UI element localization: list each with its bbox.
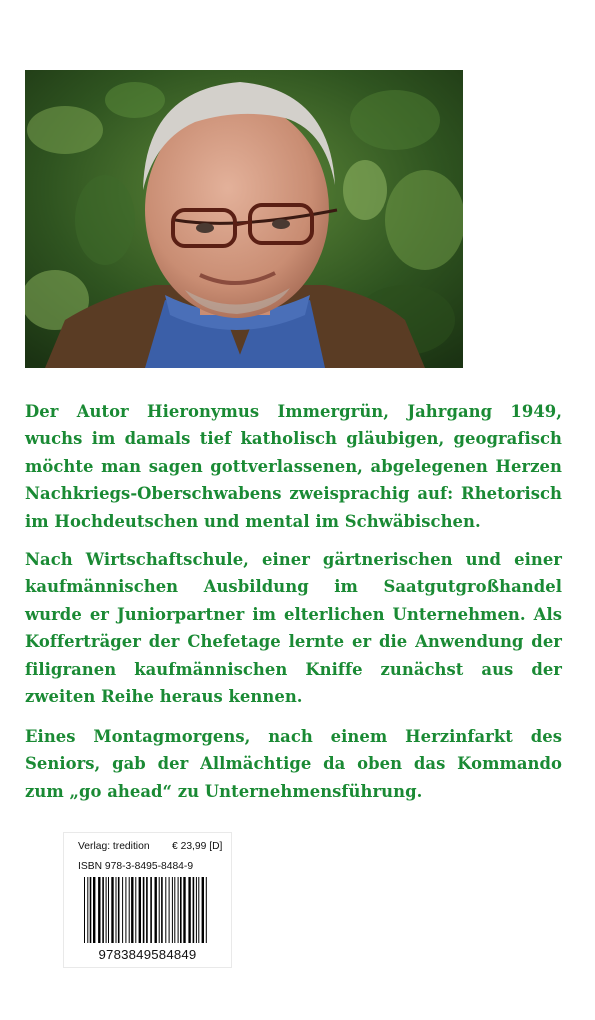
barcode-number: 9783849584849 — [98, 947, 197, 962]
barcode-bar — [198, 877, 199, 943]
barcode-bar — [87, 877, 88, 943]
author-bio-paragraph-1: Der Autor Hieronymus Immergrün, Jahrgang 1949, wuchs im damals tief katholisch gläubigen, geografisch möchte man sagen gottverlassenen, abgelegenen Herzen Nachkriegs-Oberschwabens zweisprachig auf: Rhetorisch im Hochdeutschen und mental im Schwäbischen. — [25, 402, 562, 531]
barcode-bar — [165, 877, 166, 943]
barcode-bar — [143, 877, 145, 943]
barcode-bar — [139, 877, 141, 943]
barcode-bar — [125, 877, 126, 943]
barcode-bar — [183, 877, 185, 943]
barcode-bar — [116, 877, 117, 943]
barcode-bar — [193, 877, 195, 943]
barcode-label — [63, 832, 232, 968]
barcode-bar — [106, 877, 107, 943]
barcode-bar — [111, 877, 113, 943]
barcode-bar — [202, 877, 204, 943]
barcode-bar — [196, 877, 197, 943]
barcode-bar — [131, 877, 133, 943]
barcode-bar — [206, 877, 207, 943]
barcode-bar — [98, 877, 100, 943]
barcode-bar — [102, 877, 104, 943]
isbn-label: ISBN 978-3-8495-8484-9 — [78, 861, 194, 872]
barcode-bar — [146, 877, 148, 943]
barcode-bar — [84, 877, 85, 943]
barcode-bar — [174, 877, 175, 943]
author-photo — [25, 70, 463, 368]
barcode-bar — [150, 877, 152, 943]
barcode-bar — [108, 877, 109, 943]
barcode-bar — [122, 877, 123, 943]
author-bio-paragraph-2: Nach Wirtschaftschule, einer gärtnerischen und einer kaufmännischen Ausbildung im Saatgutgroßhandel wurde er Juniorpartner im elterlichen Unternehmen. Als Kofferträger der Chefetage lernte er die Anwendung der filigranen kaufmännischen Kniffe zunächst aus der zweiten Reihe heraus kennen. — [25, 550, 562, 707]
barcode-bar — [169, 877, 170, 943]
price-label: € 23,99 [D] — [172, 841, 223, 852]
barcode-bar — [172, 877, 173, 943]
barcode-bar — [135, 877, 136, 943]
author-bio-paragraph-3: Eines Montagmorgens, nach einem Herzinfarkt des Seniors, gab der Allmächtige da oben das Kommando zum „go ahead“ zu Unternehmensführung. — [25, 727, 562, 801]
barcode-bar — [180, 877, 182, 943]
barcode-bar — [161, 877, 163, 943]
barcode-bar — [118, 877, 120, 943]
barcode-bar — [178, 877, 179, 943]
barcode-bar — [93, 877, 95, 943]
barcode-bar — [129, 877, 130, 943]
barcode-bar — [90, 877, 92, 943]
barcode-bar — [188, 877, 190, 943]
barcode-bars — [82, 877, 212, 945]
barcode-bar — [159, 877, 160, 943]
barcode-bar — [155, 877, 157, 943]
publisher-label: Verlag: tredition — [78, 841, 150, 852]
author-portrait — [25, 70, 463, 368]
